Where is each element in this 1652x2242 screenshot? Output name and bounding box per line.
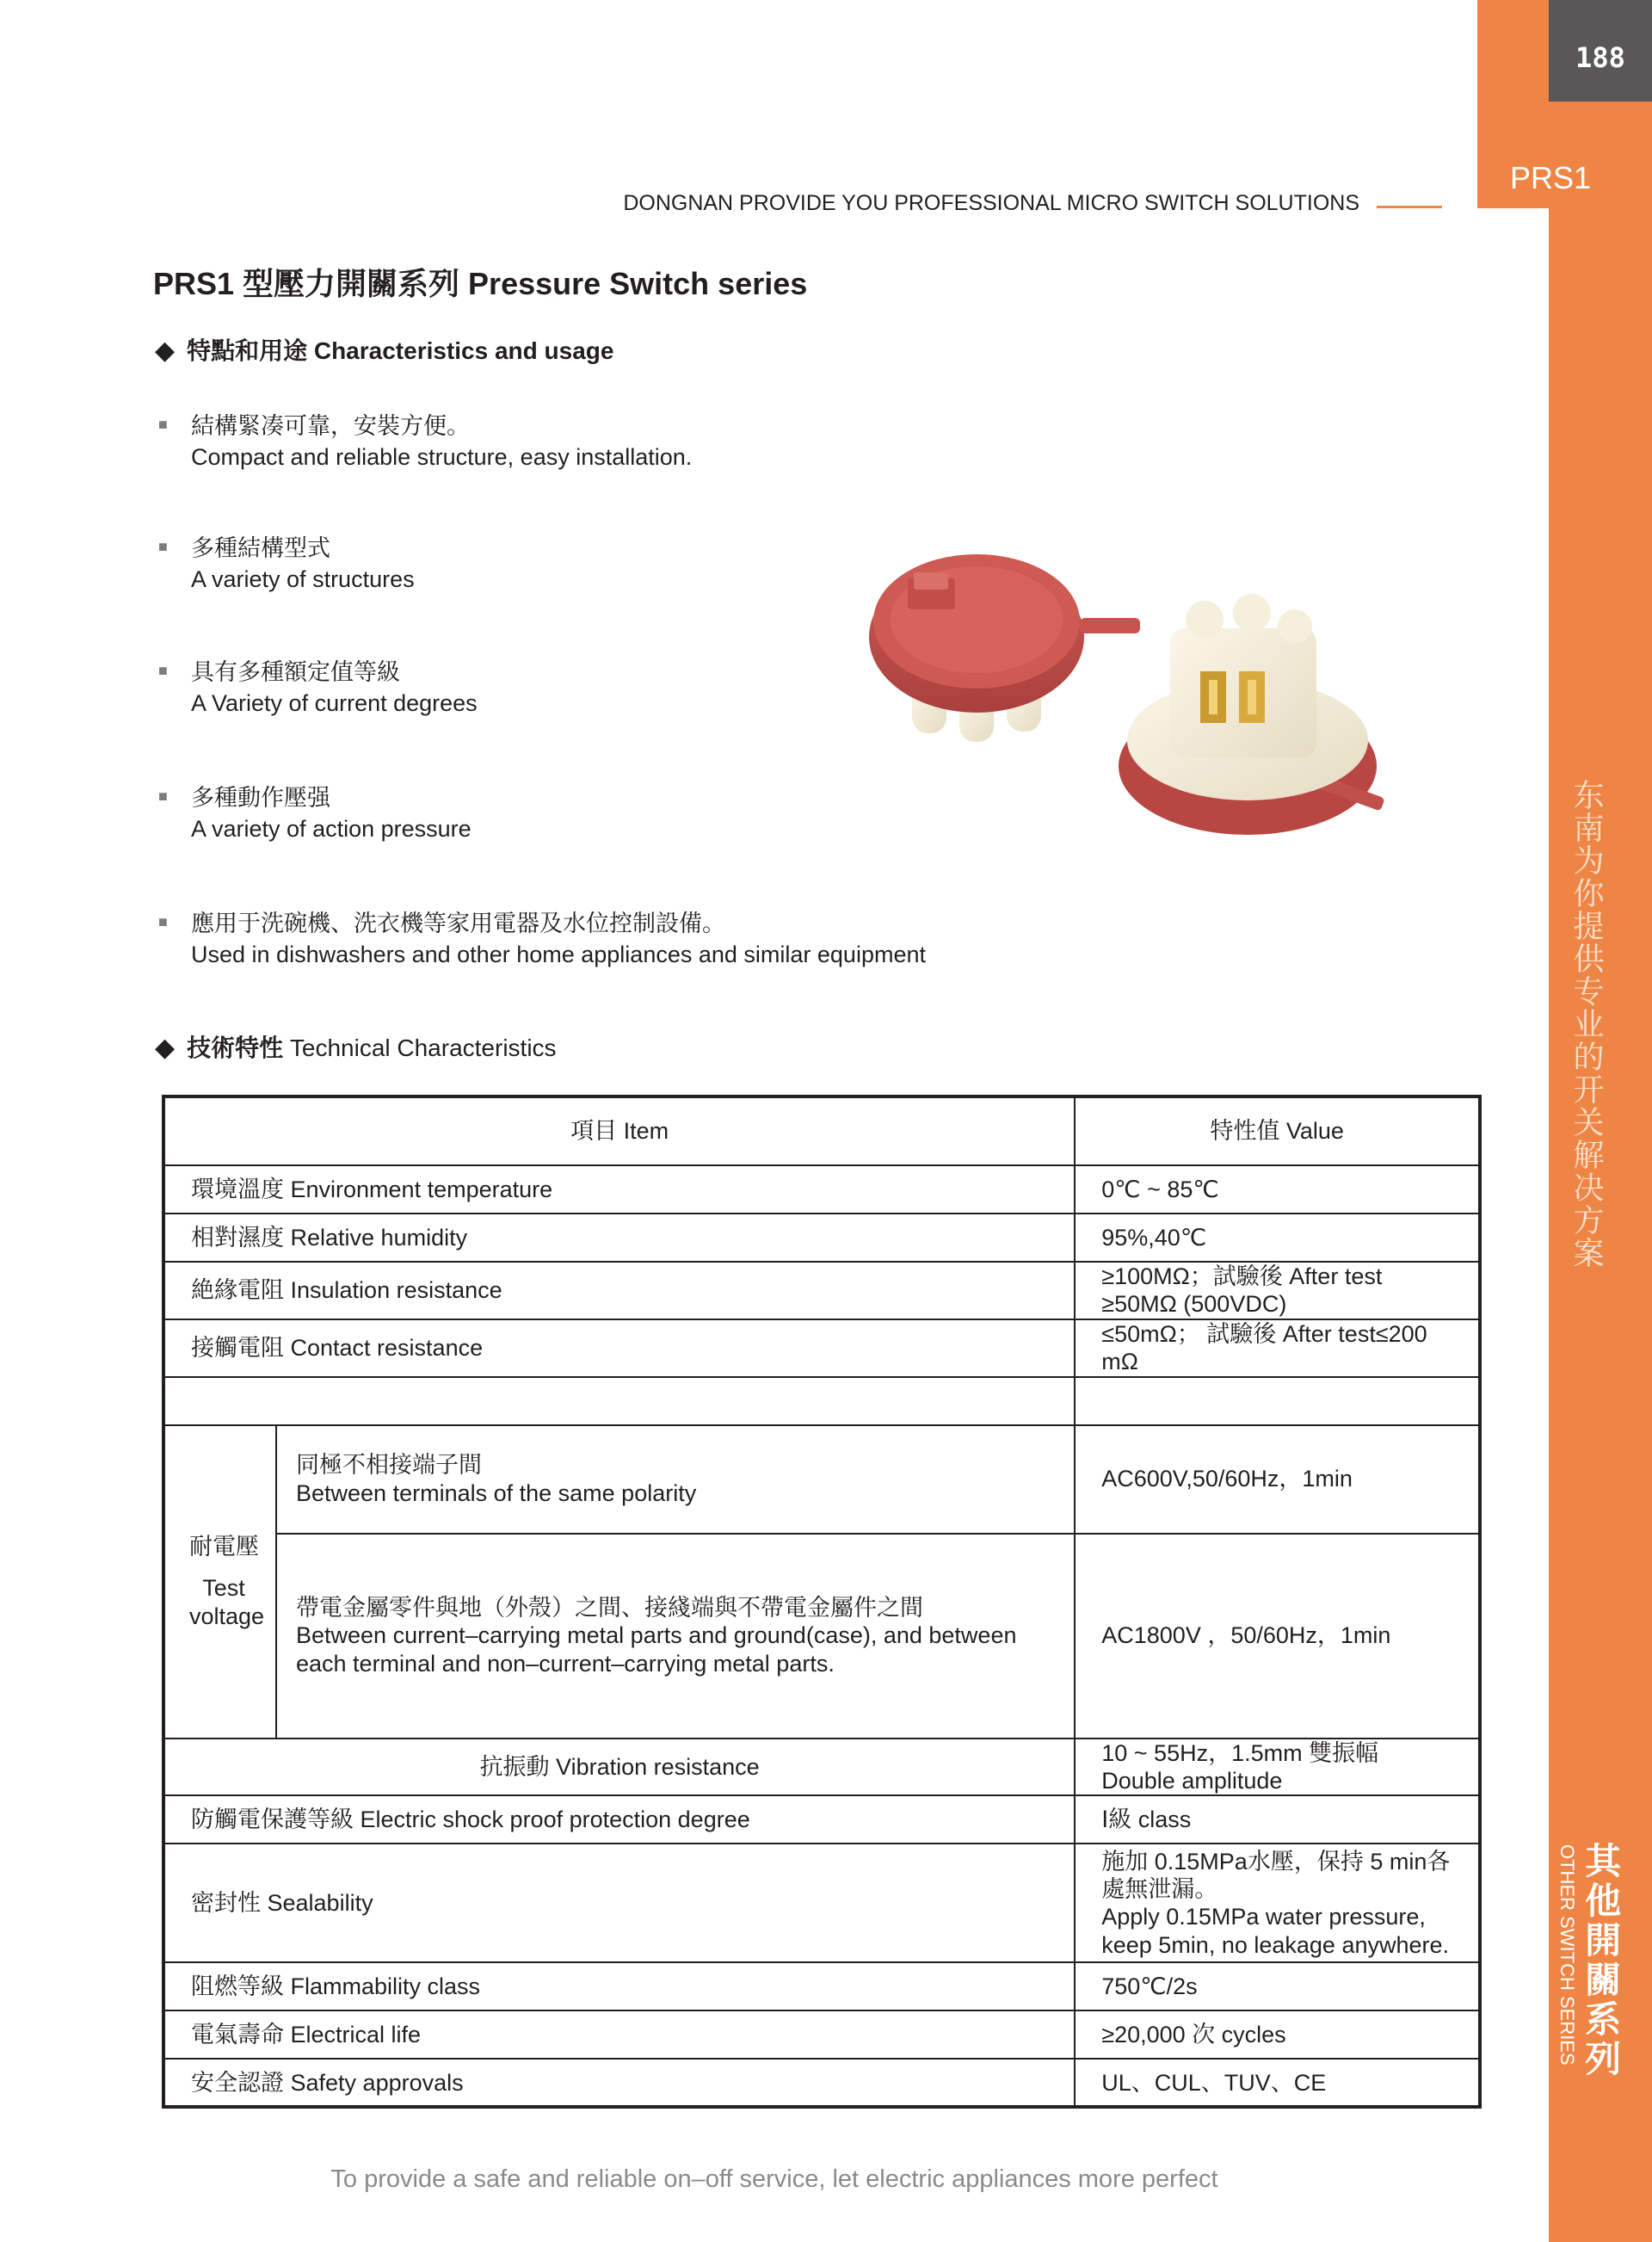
tab-label: PRS1: [1509, 160, 1592, 195]
diamond-bullet-icon: ◆: [155, 337, 176, 365]
square-bullet-icon: ■: [158, 913, 168, 930]
row-item: 環境溫度 Environment temperature: [163, 1165, 1075, 1214]
table-row: [163, 1165, 1480, 1214]
page-number: 188: [1575, 41, 1625, 74]
page-title: PRS1 型壓力開關系列 Pressure Switch series: [153, 266, 808, 301]
table-row: [163, 1262, 1480, 1319]
table-row: [163, 1425, 1480, 1534]
row-value: ≤50mΩ； 試驗後 After test≤200 mΩ: [1075, 1319, 1480, 1377]
row-value: 0℃ ~ 85℃: [1075, 1165, 1480, 1214]
feature-cn: 應用于洗碗機、洗衣機等家用電器及水位控制設備。: [191, 911, 725, 936]
square-bullet-icon: ■: [158, 787, 168, 805]
row-value: ≥20,000 次 cycles: [1075, 2010, 1480, 2059]
row-item: 防觸電保護等級 Electric shock proof protection degree: [163, 1795, 1075, 1844]
feature-cn: 結構緊凑可靠，安裝方便。: [191, 413, 470, 439]
row-item: 絶緣電阻 Insulation resistance: [163, 1262, 1075, 1319]
characteristics-heading-text: 特點和用途 Characteristics and usage: [187, 337, 614, 364]
row-item: 安全認證 Safety approvals: [163, 2059, 1075, 2107]
feature-item: [158, 909, 1019, 970]
table-row: [163, 1214, 1480, 1262]
row-value: 95%,40℃: [1075, 1214, 1480, 1262]
square-bullet-icon: ■: [158, 538, 168, 555]
row-value: Ⅰ級 class: [1075, 1795, 1480, 1844]
series-label-cn: 其他開關系列: [1581, 1842, 1622, 2079]
table-row: [163, 1795, 1480, 1844]
feature-cn: 多種動作壓强: [191, 785, 330, 811]
feature-en: Used in dishwashers and other home appliances and similar equipment: [191, 941, 926, 967]
feature-cn: 多種結構型式: [191, 535, 330, 561]
feature-en: Compact and reliable structure, easy installation.: [191, 443, 693, 470]
table-row: [163, 1962, 1480, 2010]
test-voltage-sub1: 同極不相接端子間 Between terminals of the same polarity: [276, 1425, 1075, 1534]
table-row: [163, 2059, 1480, 2107]
technical-heading-cn: 技術特性: [187, 1035, 284, 1061]
feature-item: [158, 411, 1019, 472]
technical-heading: [155, 1029, 557, 1064]
feature-en: A Variety of current degrees: [191, 689, 478, 716]
diamond-bullet-icon: ◆: [155, 1034, 176, 1062]
row-value: 10 ~ 55Hz，1.5mm 雙振幅 Double amplitude: [1075, 1739, 1480, 1796]
row-item: 電氣壽命 Electrical life: [163, 2010, 1075, 2059]
column-header-value: 特性值 Value: [1075, 1096, 1480, 1165]
table-row: [163, 2010, 1480, 2059]
row-value: ≥100MΩ；試驗後 After test ≥50MΩ (500VDC): [1075, 1262, 1480, 1319]
feature-en: A variety of action pressure: [191, 815, 472, 842]
product-image: [860, 551, 1394, 848]
table-row-empty: [163, 1377, 1480, 1425]
row-item: 接觸電阻 Contact resistance: [163, 1319, 1075, 1377]
row-item: 密封性 Sealability: [163, 1844, 1075, 1962]
test-voltage-sub2: 帶電金屬零件與地（外殼）之間、接綫端與不帶電金屬件之間 Between current–carrying metal parts and ground(case), and between each terminal and non–current–carrying metal parts.: [276, 1534, 1075, 1739]
test-voltage-label: 耐電壓 Test voltage: [163, 1425, 276, 1739]
row-value: AC1800V ，50/60Hz，1min: [1075, 1534, 1480, 1739]
characteristics-heading: [155, 332, 613, 367]
table-row: [163, 1534, 1480, 1739]
technical-heading-en: Technical Characteristics: [289, 1035, 557, 1061]
pressure-switch-top-view: [869, 554, 1140, 742]
footer-slogan: To provide a safe and reliable on–off service, let electric appliances more perfect: [330, 2165, 1218, 2193]
series-label-en: OTHER SWITCH SERIES: [1556, 1844, 1578, 2066]
table-row: [163, 1739, 1480, 1796]
row-value: 750℃/2s: [1075, 1962, 1480, 2010]
square-bullet-icon: ■: [158, 416, 168, 433]
square-bullet-icon: ■: [158, 662, 168, 679]
table-header-row: [163, 1096, 1480, 1165]
column-header-item: 項目 Item: [163, 1096, 1075, 1165]
tagline: DONGNAN PROVIDE YOU PROFESSIONAL MICRO SWITCH SOLUTIONS: [623, 191, 1359, 215]
feature-cn: 具有多種額定值等級: [191, 659, 400, 685]
row-value: UL、CUL、TUV、CE: [1075, 2059, 1480, 2107]
pressure-switch-angled-view: [1119, 594, 1385, 835]
tagline-rule: [1377, 206, 1442, 208]
row-item: 抗振動 Vibration resistance: [163, 1739, 1075, 1796]
row-value: AC600V,50/60Hz，1min: [1075, 1425, 1480, 1534]
row-value: 施加 0.15MPa水壓，保持 5 min各處無泄漏。 Apply 0.15MPa water pressure, keep 5min, no leakage anywhere.: [1075, 1844, 1480, 1962]
feature-en: A variety of structures: [191, 565, 415, 592]
spec-table: [162, 1095, 1482, 2109]
row-item: 相對濕度 Relative humidity: [163, 1214, 1075, 1262]
table-row: [163, 1319, 1480, 1377]
table-row: [163, 1844, 1480, 1962]
row-item: 阻燃等級 Flammability class: [163, 1962, 1075, 2010]
vertical-slogan: 东南为你提供专业的开关解决方案: [1569, 779, 1605, 1269]
